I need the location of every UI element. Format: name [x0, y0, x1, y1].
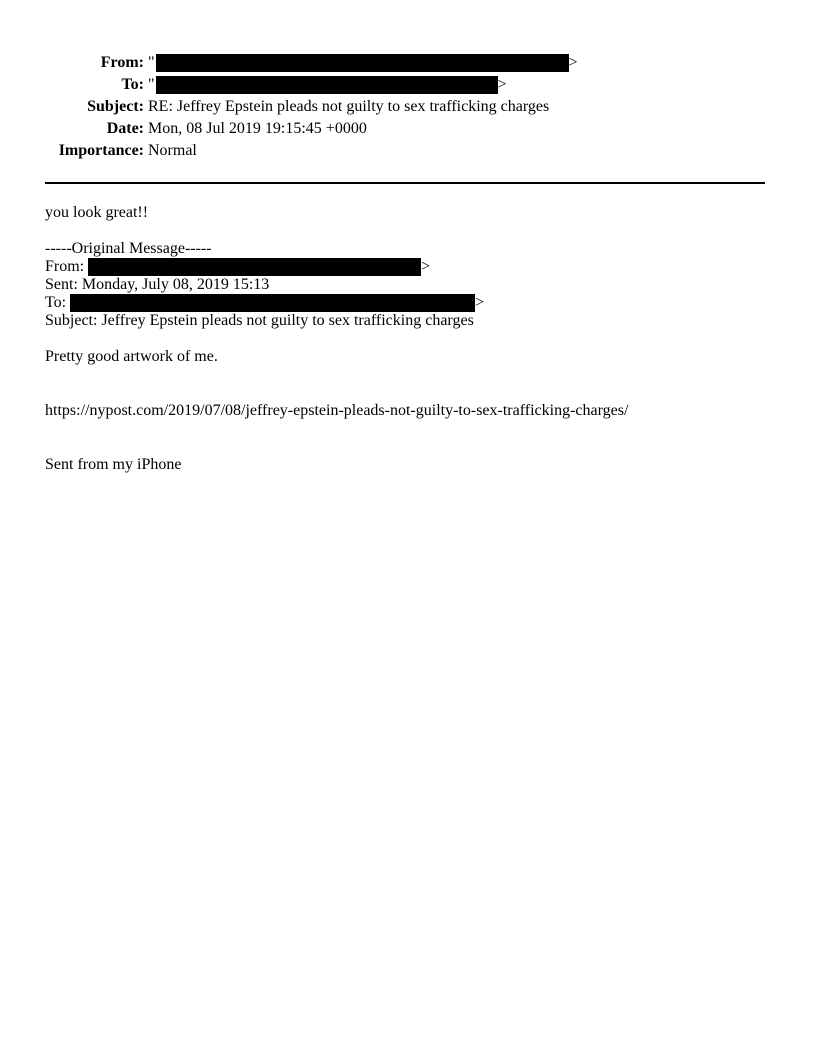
importance-value: Normal	[148, 142, 197, 159]
original-message	[45, 240, 775, 330]
to-suffix: >	[497, 76, 507, 93]
signature: Sent from my iPhone	[45, 456, 182, 473]
header-divider	[45, 182, 765, 184]
from-quote: "	[148, 54, 155, 71]
original-separator: -----Original Message-----	[45, 240, 212, 257]
subject-label: Subject:	[87, 98, 144, 115]
from-value	[148, 52, 578, 74]
to-label: To:	[121, 76, 144, 93]
header-to-row	[0, 74, 816, 96]
to-quote: "	[148, 76, 155, 93]
original-to-suffix: >	[475, 294, 485, 311]
original-sent: Sent: Monday, July 08, 2019 15:13	[45, 276, 270, 293]
date-label: Date:	[106, 120, 144, 137]
original-from-label: From:	[45, 258, 85, 275]
original-to-row	[45, 294, 775, 312]
redaction-block	[156, 76, 498, 94]
email-header	[0, 52, 816, 162]
original-subject: Subject: Jeffrey Epstein pleads not guilty to sex trafficking charges	[45, 312, 474, 329]
header-from-row	[0, 52, 816, 74]
to-value	[148, 74, 507, 96]
header-importance-row	[0, 140, 816, 162]
header-date-row	[0, 118, 816, 140]
original-to-label: To:	[45, 294, 67, 311]
header-subject-row	[0, 96, 816, 118]
from-label: From:	[100, 54, 144, 71]
redaction-block	[70, 294, 475, 312]
reply-text: you look great!!	[45, 204, 149, 221]
redaction-block	[156, 54, 569, 72]
redaction-block	[88, 258, 421, 276]
importance-label: Importance:	[58, 142, 144, 159]
original-from-row	[45, 258, 775, 276]
from-suffix: >	[568, 54, 578, 71]
subject-value: RE: Jeffrey Epstein pleads not guilty to sex trafficking charges	[148, 98, 550, 115]
date-value: Mon, 08 Jul 2019 19:15:45 +0000	[148, 120, 367, 137]
original-body: Pretty good artwork of me.	[45, 348, 218, 365]
article-link[interactable]: https://nypost.com/2019/07/08/jeffrey-epstein-pleads-not-guilty-to-sex-trafficking-charges/	[45, 402, 629, 419]
original-from-suffix: >	[421, 258, 431, 275]
